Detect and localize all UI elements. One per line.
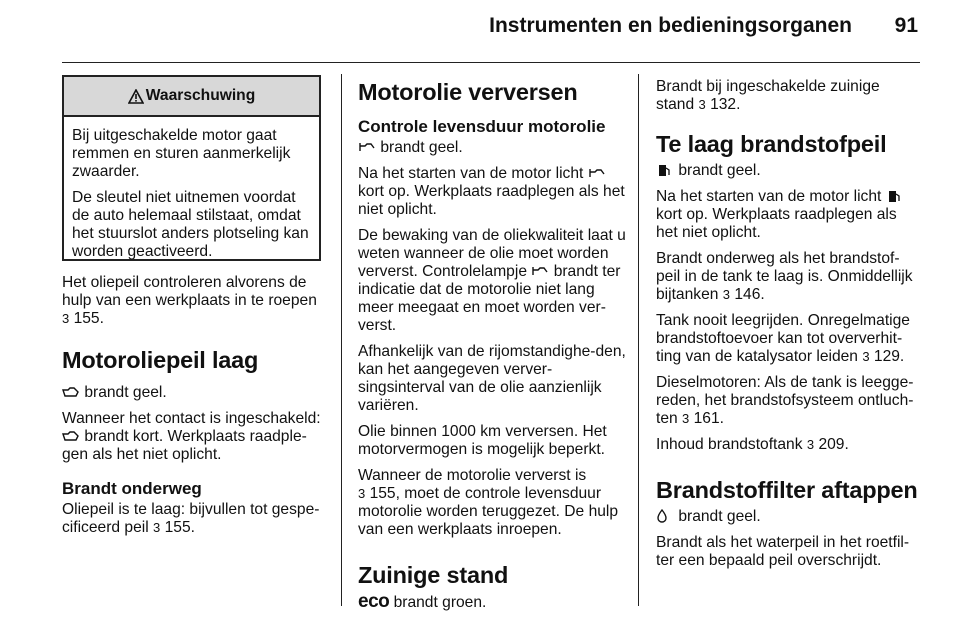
header-title: Instrumenten en bedieningsorganen <box>489 14 852 37</box>
oil-life-p1: Na het starten van de motor licht kort op. Werkplaats raadplegen als het niet oplicht. <box>358 165 625 218</box>
heading-eco: Zuinige stand <box>358 562 509 588</box>
heading-oil-change: Motorolie verversen <box>358 79 578 105</box>
oil-life-icon <box>358 140 376 154</box>
filter-symbol-line: brandt geel. <box>656 508 922 526</box>
heading-oil-life: Controle levensduur motorolie <box>358 117 606 136</box>
oil-can-icon <box>62 429 80 443</box>
warning-text-1: Bij uitgeschakelde motor gaat remmen en sturen aanmerkelijk zwaarder. <box>72 127 291 180</box>
oil-life-p4: Olie binnen 1000 km verversen. Het motorvermogen is mogelijk beperkt. <box>358 423 607 458</box>
oil-symbol-line: brandt geel. <box>62 384 328 402</box>
header-rule <box>62 62 920 63</box>
oil-contact-paragraph: Wanneer het contact is ingeschakeld: brandt kort. Werkplaats raadple-gen als het niet oplicht. <box>62 410 321 463</box>
column-3 <box>656 78 922 578</box>
fuel-p5: Inhoud brandstoftank 3 209. <box>656 436 849 453</box>
heading-fuel-low: Te laag brandstofpeil <box>656 131 887 157</box>
heading-fuel-filter: Brandstoffilter aftappen <box>656 477 918 503</box>
heading-driving: Brandt onderweg <box>62 479 202 498</box>
column-2 <box>358 78 626 620</box>
fuel-p1: Na het starten van de motor licht kort op. Werkplaats raadplegen als het niet oplicht. <box>656 188 922 242</box>
heading-oil-level: Motoroliepeil laag <box>62 347 259 373</box>
fuel-pump-icon <box>656 163 674 177</box>
fuel-p2: Brandt onderweg als het brandstof-peil in de tank te laag is. Onmiddellijk bijtanken 3 146. <box>656 250 913 303</box>
column-1 <box>62 274 328 545</box>
page-header <box>0 14 960 48</box>
warning-text-2: De sleutel niet uitnemen voordat de auto helemaal stilstaat, omdat het stuurslot anders plotseling kan worden geactiveerd. <box>72 189 309 260</box>
eco-icon: eco <box>358 591 390 612</box>
oil-can-icon <box>62 385 80 399</box>
fuel-symbol-line: brandt geel. <box>656 162 922 180</box>
page-number: 91 <box>894 14 918 37</box>
filter-paragraph: Brandt als het waterpeil in het roetfil-ter een bepaald peil overschrijdt. <box>656 534 910 569</box>
eco-line: eco brandt groen. <box>358 591 487 612</box>
column-divider-2 <box>638 74 639 606</box>
fuel-pump-icon <box>886 189 904 203</box>
oil-life-icon <box>588 166 606 180</box>
warning-triangle-icon <box>128 89 144 104</box>
oil-life-icon <box>531 264 549 278</box>
warning-header <box>64 77 319 117</box>
column-divider-1 <box>341 74 342 606</box>
water-drop-icon <box>656 509 674 523</box>
oil-life-p3: Afhankelijk van de rijomstandighe-den, kan het aangegeven verver-singsinterval van de olie aanzienlijk variëren. <box>358 343 626 414</box>
warning-title: Waarschuwing <box>145 87 256 104</box>
oil-life-p2: De bewaking van de oliekwaliteit laat u weten wanneer de olie moet worden ververst. Controlelampje brandt ter indicatie dat de motorolie niet lang meer meegaat en moet worden ver-verst. <box>358 227 626 334</box>
oil-life-symbol-line: brandt geel. <box>358 139 626 157</box>
driving-paragraph: Oliepeil is te laag: bijvullen tot gespe-cificeerd peil 3 155. <box>62 501 320 536</box>
ref-arrow: 3 <box>62 311 70 326</box>
fuel-p4: Dieselmotoren: Als de tank is leegge-reden, het brandstofsysteem ontluch-ten 3 161. <box>656 374 914 427</box>
eco-continued: Brandt bij ingeschakelde zuinige stand 3 132. <box>656 78 880 113</box>
intro-paragraph: Het oliepeil controleren alvorens de hulp van een werkplaats in te roepen 3 155. <box>62 274 317 327</box>
warning-box <box>62 75 321 261</box>
oil-life-p5: Wanneer de motorolie ververst is 3 155, moet de controle levensduur motorolie worden teruggezet. De hulp van een werkplaats inroepen. <box>358 467 619 538</box>
fuel-p3: Tank nooit leegrijden. Onregelmatige brandstoftoevoer kan tot oververhit-ting van de katalysator leiden 3 129. <box>656 312 910 365</box>
